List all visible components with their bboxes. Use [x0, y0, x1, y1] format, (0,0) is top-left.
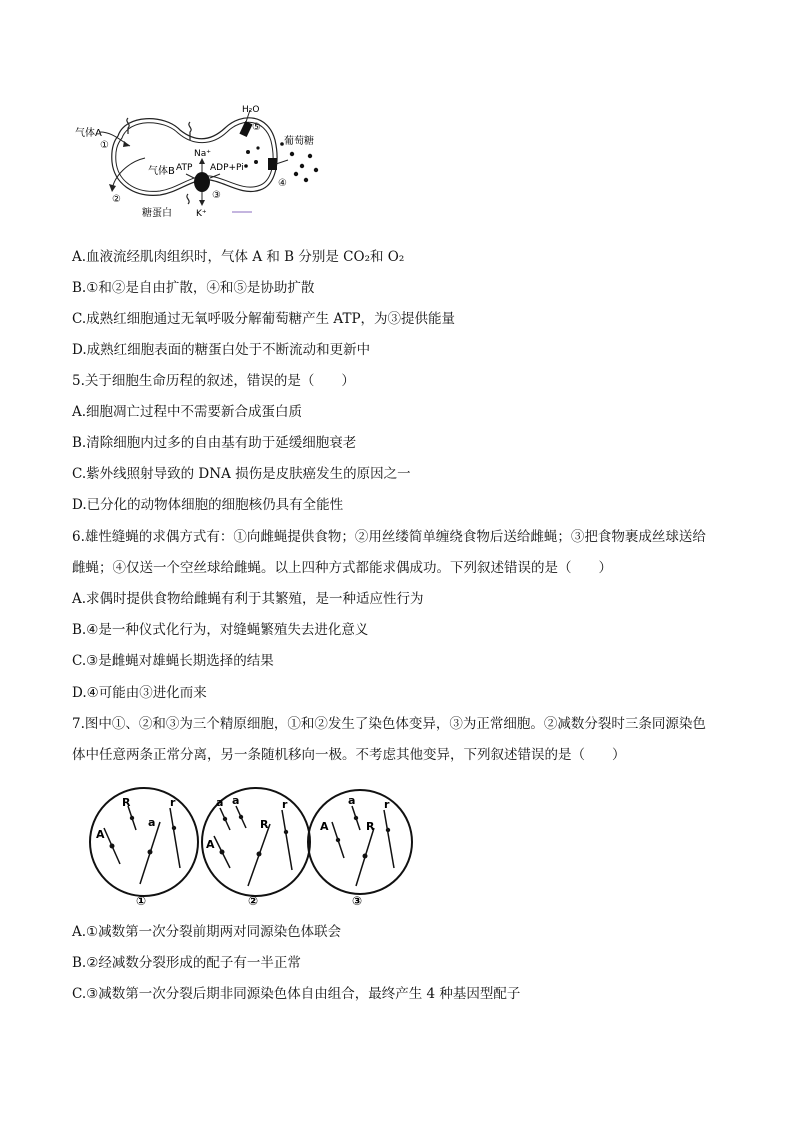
label-gas-a: 气体A	[75, 128, 102, 139]
q6-stem-line2: 雌蝇；④仅送一个空丝球给雌蝇。以上四种方式都能求偶成功。下列叙述错误的是（ ）	[72, 560, 612, 576]
label-gas-b: 气体B	[148, 166, 175, 177]
glucose-molecules	[280, 142, 318, 182]
label-na: Na⁺	[194, 149, 211, 159]
q5-option-c: C.紫外线照射导致的 DNA 损伤是皮肤癌发生的原因之一	[72, 466, 411, 482]
q4-option-a: A.血液流经肌肉组织时，气体 A 和 B 分别是 CO₂和 O₂	[72, 249, 405, 265]
cell-3	[308, 790, 412, 908]
cell2-gene-A: A	[206, 838, 215, 851]
cell2-gene-r: r	[282, 798, 288, 811]
q7-stem-line1: 7.图中①、②和③为三个精原细胞，①和②发生了染色体变异，③为正常细胞。②减数分裂时三条同源染色	[72, 716, 706, 732]
cell2-gene-a1: a	[216, 796, 224, 809]
cell-transport-figure	[70, 100, 340, 225]
label-n2: ②	[112, 194, 121, 205]
cell2-gene-a2: a	[232, 794, 240, 807]
q4-option-d: D.成熟红细胞表面的糖蛋白处于不断流动和更新中	[72, 342, 371, 358]
q7-option-b: B.②经减数分裂形成的配子有一半正常	[72, 955, 301, 971]
label-h2o: H₂O	[242, 105, 260, 115]
q4-option-b: B.①和②是自由扩散，④和⑤是协助扩散	[72, 280, 315, 296]
q6-stem-line1: 6.雄性缝蝇的求偶方式有：①向雌蝇提供食物；②用丝缕简单缠绕食物后送给雌蝇；③把食物裹成丝球送给	[72, 529, 706, 545]
cell2-gene-R: R	[260, 818, 269, 831]
cell1-gene-A: A	[96, 828, 105, 841]
cell-1	[90, 788, 198, 908]
chromosome-figure	[84, 780, 414, 910]
cell1-gene-r: r	[170, 796, 176, 809]
q4-option-c: C.成熟红细胞通过无氧呼吸分解葡萄糖产生 ATP，为③提供能量	[72, 311, 456, 327]
cell-2	[202, 788, 310, 908]
q5-option-a: A.细胞凋亡过程中不需要新合成蛋白质	[72, 404, 303, 420]
label-n3: ③	[212, 190, 221, 201]
q6-option-a: A.求偶时提供食物给雌蝇有利于其繁殖，是一种适应性行为	[72, 591, 424, 607]
cell3-label: ③	[352, 894, 363, 908]
cell1-gene-R: R	[122, 796, 131, 809]
gas-b-arrow	[109, 158, 145, 192]
q6-option-b: B.④是一种仪式化行为，对缝蝇繁殖失去进化意义	[72, 622, 369, 638]
q6-option-d: D.④可能由③进化而来	[72, 685, 207, 701]
cell3-gene-R: R	[366, 820, 375, 833]
label-n1: ①	[100, 140, 109, 151]
q7-option-a: A.①减数第一次分裂前期两对同源染色体联会	[72, 924, 342, 940]
label-n4: ④	[278, 178, 287, 189]
q7-option-c: C.③减数第一次分裂后期非同源染色体自由组合，最终产生 4 种基因型配子	[72, 986, 521, 1002]
q7-stem-line2: 体中任意两条正常分离，另一条随机移向一极。不考虑其他变异，下列叙述错误的是（ ）	[72, 747, 626, 763]
q6-option-c: C.③是雌蝇对雄蝇长期选择的结果	[72, 653, 274, 669]
q5-stem: 5.关于细胞生命历程的叙述，错误的是（ ）	[72, 373, 355, 389]
cell3-gene-r: r	[384, 798, 390, 811]
cell3-gene-A: A	[320, 820, 329, 833]
intracellular-glucose	[244, 146, 259, 167]
label-glucose: 葡萄糖	[284, 136, 314, 147]
q5-option-d: D.已分化的动物体细胞的细胞核仍具有全能性	[72, 497, 344, 513]
q5-option-b: B.清除细胞内过多的自由基有助于延缓细胞衰老	[72, 435, 357, 451]
label-glycoprotein: 糖蛋白	[142, 208, 172, 219]
cell3-gene-a: a	[348, 794, 356, 807]
cell1-label: ①	[136, 894, 147, 908]
cell1-gene-a: a	[148, 816, 156, 829]
glucose-transporter-4	[268, 158, 288, 170]
cell2-label: ②	[248, 894, 259, 908]
label-k: K⁺	[196, 209, 207, 219]
label-n5: ⑤	[252, 122, 261, 133]
label-atp: ATP	[176, 163, 193, 173]
label-adp: ADP+Pi	[210, 163, 244, 173]
